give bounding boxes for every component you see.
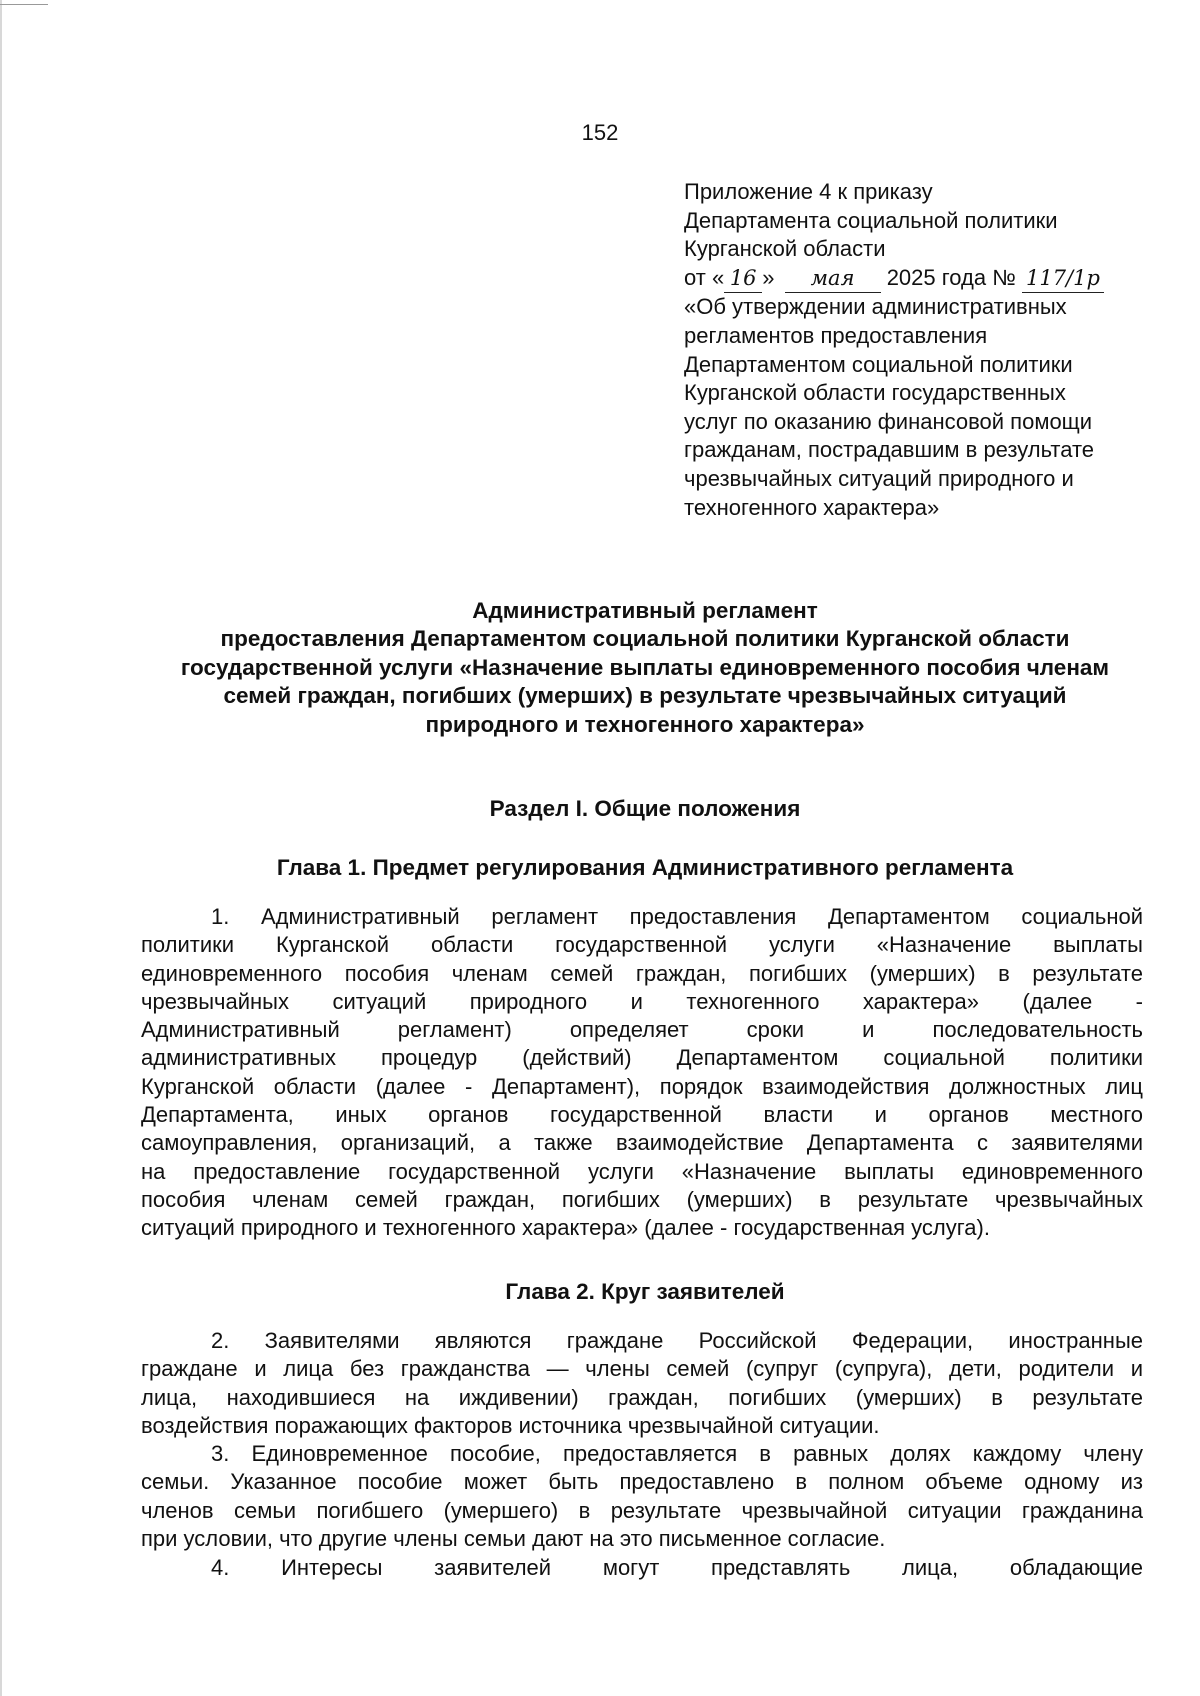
- approval-line: Приложение 4 к приказу: [684, 179, 933, 204]
- approval-line: Департаментом социальной политики: [684, 351, 1073, 377]
- chapter2-heading: Глава 2. Круг заявителей: [505, 1279, 785, 1304]
- paragraph-3: [141, 1440, 1143, 1554]
- paragraph-line: воздействия поражающих факторов источника чрезвычайной ситуации.: [141, 1413, 880, 1439]
- approval-date-line: [684, 264, 1154, 294]
- approval-line: Курганской области: [684, 236, 886, 262]
- title-line: государственной услуги «Назначение выплаты единовременного пособия членам: [180, 654, 1110, 680]
- paragraph-line: Курганской области (далее - Департамент), порядок взаимодействия должностных лиц: [141, 1073, 1143, 1099]
- chapter1-heading: Глава 1. Предмет регулирования Административного регламента: [276, 855, 1014, 880]
- paragraph-line: 4. Интересы заявителей могут представлять лица, обладающие: [211, 1555, 1143, 1580]
- paragraph-line: на предоставление государственной услуги «Назначение выплаты единовременного: [141, 1158, 1143, 1184]
- paragraph-line: пособия членам семей граждан, погибших (умерших) в результате чрезвычайных: [141, 1186, 1143, 1212]
- title-line: предоставления Департаментом социальной политики Курганской области: [220, 626, 1070, 652]
- approval-line: Курганской области государственных: [684, 380, 1066, 406]
- paragraph-line: ситуаций природного и техногенного характера» (далее - государственная услуга).: [141, 1215, 990, 1241]
- scan-margin-line: [0, 0, 2, 1696]
- paragraph-line: семьи. Указанное пособие может быть предоставлено в полном объеме одному из: [141, 1469, 1143, 1495]
- paragraph-1: [141, 903, 1143, 1243]
- date-prefix: от «: [684, 264, 725, 290]
- approval-line: гражданам, пострадавшим в результате: [684, 437, 1095, 463]
- paragraph-2: [141, 1327, 1143, 1441]
- handwritten-day: 16: [724, 264, 762, 294]
- approval-line: «Об утверждении административных: [684, 294, 1067, 320]
- approval-line: регламентов предоставления: [684, 322, 988, 348]
- approval-block: [684, 178, 1154, 522]
- approval-line: техногенного характера»: [684, 494, 940, 520]
- paragraph-line: 2. Заявителями являются граждане Российской Федерации, иностранные: [211, 1328, 1143, 1353]
- paragraph-line: при условии, что другие члены семьи дают на это письменное согласие.: [141, 1526, 886, 1552]
- scan-top-mark: [0, 4, 48, 5]
- approval-line: Департамента социальной политики: [684, 207, 1058, 233]
- paragraph-line: самоуправления, организаций, а также взаимодействие Департамента с заявителями: [141, 1130, 1143, 1156]
- paragraph-line: членов семьи погибшего (умершего) в результате чрезвычайной ситуации гражданина: [141, 1497, 1143, 1523]
- title-line: семей граждан, погибших (умерших) в результате чрезвычайных ситуаций: [223, 683, 1067, 709]
- paragraph-line: административных процедур (действий) Департаментом социальной политики: [141, 1045, 1143, 1071]
- approval-line: чрезвычайных ситуаций природного и: [684, 465, 1074, 491]
- document-title: [130, 597, 1160, 739]
- title-line: Административный регламент: [472, 598, 818, 623]
- paragraph-line: политики Курганской области государственной услуги «Назначение выплаты: [141, 932, 1143, 958]
- paragraph-line: лица, находившиеся на иждивении) граждан, погибших (умерших) в результате: [141, 1384, 1143, 1410]
- date-mid: »: [762, 264, 775, 290]
- date-year: 2025 года №: [886, 264, 1016, 290]
- paragraph-4: [141, 1554, 1143, 1582]
- page-number: 152: [581, 120, 619, 145]
- paragraph-line: единовременного пособия членам семей граждан, погибших (умерших) в результате: [141, 960, 1143, 986]
- paragraph-line: 3. Единовременное пособие, предоставляется в равных долях каждому члену: [211, 1441, 1143, 1466]
- handwritten-order-number: 117/1р: [1022, 264, 1104, 294]
- paragraph-line: 1. Административный регламент предоставления Департаментом социальной: [211, 904, 1143, 929]
- handwritten-month: мая: [785, 264, 881, 294]
- title-line: природного и техногенного характера»: [425, 711, 865, 737]
- approval-line: услуг по оказанию финансовой помощи: [684, 408, 1093, 434]
- paragraph-line: Департамента, иных органов государственной власти и органов местного: [141, 1102, 1143, 1128]
- paragraph-line: граждане и лица без гражданства — члены семей (супруг (супруга), дети, родители и: [141, 1356, 1143, 1382]
- paragraph-line: Административный регламент) определяет сроки и последовательность: [141, 1017, 1143, 1043]
- paragraph-line: чрезвычайных ситуаций природного и техногенного характера» (далее -: [141, 988, 1143, 1014]
- section-heading: Раздел I. Общие положения: [489, 796, 801, 821]
